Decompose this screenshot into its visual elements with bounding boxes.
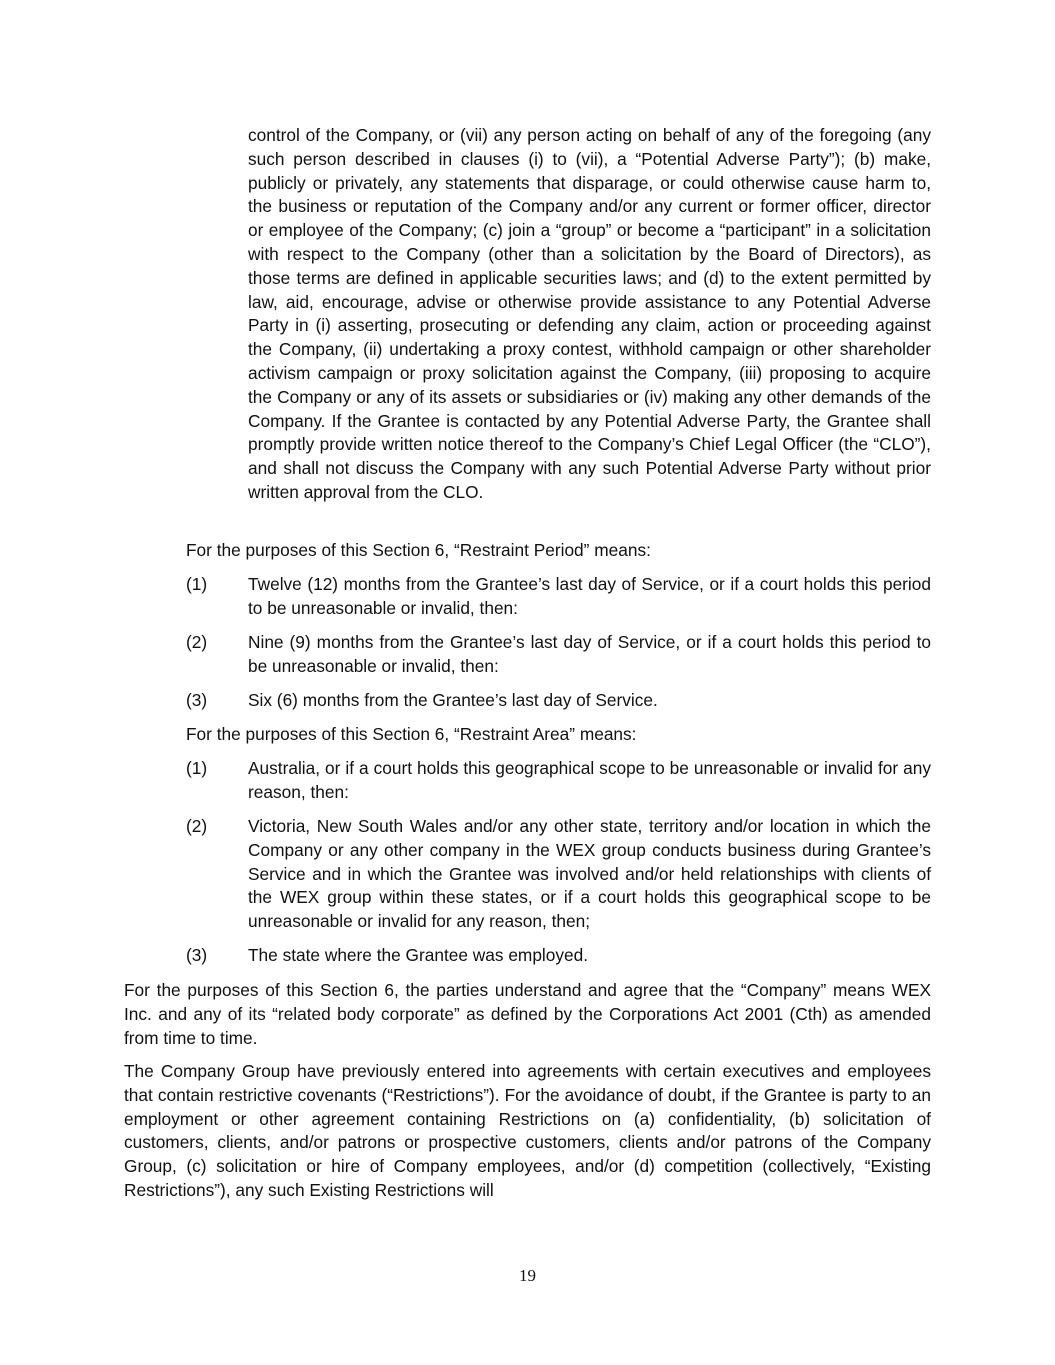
list-number: (1) (186, 574, 208, 594)
list-text: Six (6) months from the Grantee’s last day of Service. (248, 690, 658, 710)
list-text: Victoria, New South Wales and/or any other state, territory and/or location in which the Company or any other company in the WEX group conducts business during Grantee’s Service and in which the Grantee was involved and/or held relationships with clients of the WEX group within these states, or if a court holds this geographical scope to be unreasonable or invalid for any reason, then; (248, 816, 931, 932)
paragraph-company-definition: For the purposes of this Section 6, the parties understand and agree that the “Company” means WEX Inc. and any of its “related body corporate” as defined by the Corporations Act 2001 (Cth) as amended from time to time. (124, 980, 931, 1048)
list-number: (2) (186, 632, 208, 652)
paragraph-potential-adverse-party: control of the Company, or (vii) any person acting on behalf of any of the foregoing (any such person described in clauses (i) to (vii), a “Potential Adverse Party”); (b) make, publicly or privately, any statements that disparage, or could otherwise cause harm to, the business or reputation of the Company and/or any current or former officer, director or employee of the Company; (c) join a “group” or become a “participant” in a solicitation with respect to the Company (other than a solicitation by the Board of Directors), as those terms are defined in applicable securities laws; and (d) to the extent permitted by law, aid, encourage, advise or otherwise provide assistance to any Potential Adverse Party in (i) asserting, prosecuting or defending any claim, action or proceeding against the Company, (ii) undertaking a proxy contest, withhold campaign or other shareholder activism campaign or proxy solicitation against the Company, (iii) proposing to acquire the Company or any of its assets or subsidiaries or (iv) making any other demands of the Company. If the Grantee is contacted by any Potential Adverse Party, the Grantee shall promptly provide written notice thereof to the Company’s Chief Legal Officer (the “CLO”), and shall not discuss the Company with any such Potential Adverse Party without prior written approval from the CLO. (248, 125, 931, 502)
list-text: Australia, or if a court holds this geographical scope to be unreasonable or invalid for any reason, then: (248, 758, 931, 802)
list-text: The state where the Grantee was employed. (248, 945, 589, 965)
list-number: (3) (186, 945, 208, 965)
restraint-period-lead: For the purposes of this Section 6, “Restraint Period” means: (186, 540, 651, 560)
list-number: (2) (186, 816, 208, 836)
restraint-area-lead: For the purposes of this Section 6, “Restraint Area” means: (186, 724, 637, 744)
paragraph-existing-restrictions: The Company Group have previously entered into agreements with certain executives and employees that contain restrictive covenants (“Restrictions”). For the avoidance of doubt, if the Grantee is party to an employment or other agreement containing Restrictions on (a) confidentiality, (b) solicitation of customers, clients, and/or patrons or prospective customers, clients and/or patrons of the Company Group, (c) solicitation or hire of Company employees, and/or (d) competition (collectively, “Existing Restrictions”), any such Existing Restrictions will (124, 1061, 931, 1200)
list-number: (3) (186, 690, 208, 710)
list-number: (1) (186, 758, 208, 778)
list-text: Twelve (12) months from the Grantee’s last day of Service, or if a court holds this period to be unreasonable or invalid, then: (248, 574, 931, 618)
page-number: 19 (519, 1266, 536, 1285)
list-text: Nine (9) months from the Grantee’s last day of Service, or if a court holds this period to be unreasonable or invalid, then: (248, 632, 931, 676)
